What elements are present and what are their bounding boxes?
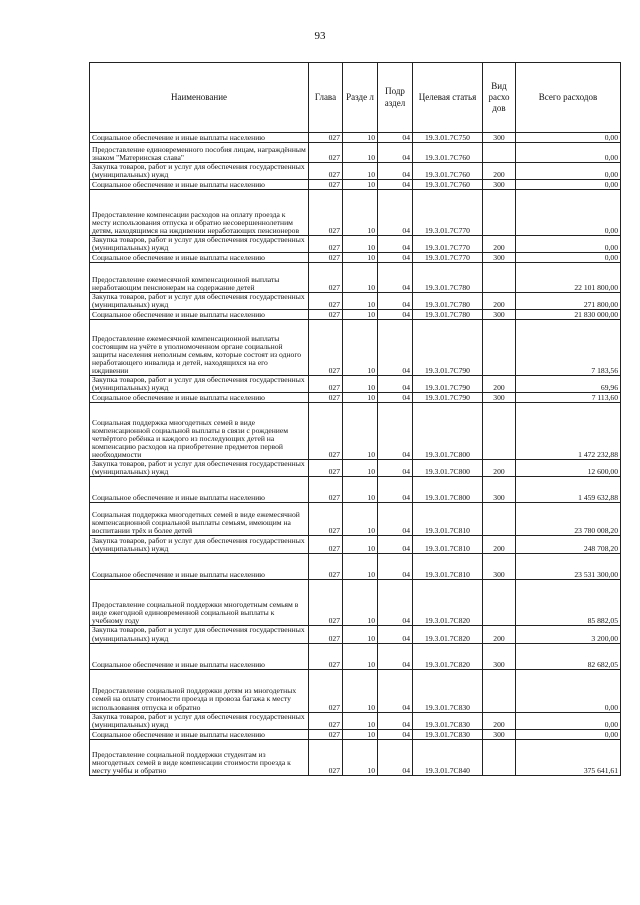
row-glava: 027: [309, 536, 343, 554]
row-razdel: 10: [343, 310, 378, 320]
row-expense-type: [483, 669, 516, 712]
row-razdel: 10: [343, 180, 378, 190]
row-target-article: 19.3.01.7С800: [413, 403, 483, 460]
row-total: 21 830 000,00: [516, 310, 621, 320]
row-glava: 027: [309, 460, 343, 477]
row-expense-type: 200: [483, 712, 516, 729]
row-total: 85 882,05: [516, 580, 621, 626]
row-target-article: 19.3.01.7С800: [413, 477, 483, 503]
table-row: [90, 669, 621, 712]
row-podrazdel: 04: [378, 310, 413, 320]
row-total: 0,00: [516, 133, 621, 143]
row-glava: 027: [309, 669, 343, 712]
row-expense-type: [483, 580, 516, 626]
row-target-article: 19.3.01.7С760: [413, 163, 483, 180]
row-podrazdel: 04: [378, 376, 413, 393]
row-target-article: 19.3.01.7С810: [413, 503, 483, 536]
table-row: [90, 503, 621, 536]
row-razdel: 10: [343, 163, 378, 180]
row-expense-type: 200: [483, 376, 516, 393]
row-podrazdel: 04: [378, 536, 413, 554]
row-name: Социальное обеспечение и иные выплаты населению: [90, 253, 309, 263]
row-total: 82 682,05: [516, 643, 621, 669]
budget-table: [89, 62, 621, 776]
row-razdel: 10: [343, 669, 378, 712]
row-razdel: 10: [343, 643, 378, 669]
row-podrazdel: 04: [378, 739, 413, 775]
row-podrazdel: 04: [378, 393, 413, 403]
row-name: Предоставление социальной поддержки детям из многодетных семей на оплату стоимости проезда и провоза багажа к месту использования отпуска и обратно: [90, 669, 309, 712]
row-glava: 027: [309, 503, 343, 536]
row-razdel: 10: [343, 133, 378, 143]
row-podrazdel: 04: [378, 190, 413, 236]
row-name: Социальная поддержка многодетных семей в виде ежемесячной компенсационной социальной выплаты семьям, имеющим на воспитании трёх и более детей: [90, 503, 309, 536]
row-target-article: 19.3.01.7С830: [413, 669, 483, 712]
row-name: Социальное обеспечение и иные выплаты населению: [90, 180, 309, 190]
page-number: 93: [314, 30, 326, 42]
row-podrazdel: 04: [378, 403, 413, 460]
row-name: Закупка товаров, работ и услуг для обеспечения государственных (муниципальных) нужд: [90, 236, 309, 253]
row-razdel: 10: [343, 190, 378, 236]
row-glava: 027: [309, 643, 343, 669]
header-name: Наименование: [90, 63, 309, 133]
row-target-article: 19.3.01.7С770: [413, 253, 483, 263]
row-razdel: 10: [343, 739, 378, 775]
row-target-article: 19.3.01.7С750: [413, 133, 483, 143]
row-total: 12 600,00: [516, 460, 621, 477]
table-body: [90, 133, 621, 776]
row-expense-type: [483, 320, 516, 376]
row-glava: 027: [309, 180, 343, 190]
row-razdel: 10: [343, 253, 378, 263]
row-target-article: 19.3.01.7С760: [413, 180, 483, 190]
row-glava: 027: [309, 163, 343, 180]
row-target-article: 19.3.01.7С820: [413, 643, 483, 669]
table-row: [90, 739, 621, 775]
row-total: 3 200,00: [516, 626, 621, 643]
row-razdel: 10: [343, 143, 378, 163]
row-glava: 027: [309, 403, 343, 460]
row-podrazdel: 04: [378, 729, 413, 739]
row-razdel: 10: [343, 293, 378, 310]
table-row: [90, 143, 621, 163]
row-name: Социальное обеспечение и иные выплаты населению: [90, 643, 309, 669]
row-podrazdel: 04: [378, 712, 413, 729]
row-expense-type: 300: [483, 133, 516, 143]
row-podrazdel: 04: [378, 163, 413, 180]
row-target-article: 19.3.01.7С840: [413, 739, 483, 775]
row-podrazdel: 04: [378, 503, 413, 536]
row-expense-type: 300: [483, 253, 516, 263]
table-row: [90, 236, 621, 253]
row-total: 0,00: [516, 729, 621, 739]
table-row: [90, 393, 621, 403]
row-expense-type: 300: [483, 310, 516, 320]
row-podrazdel: 04: [378, 626, 413, 643]
row-expense-type: 200: [483, 460, 516, 477]
row-name: Закупка товаров, работ и услуг для обеспечения государственных (муниципальных) нужд: [90, 163, 309, 180]
row-name: Социальное обеспечение и иные выплаты населению: [90, 310, 309, 320]
row-target-article: 19.3.01.7С780: [413, 293, 483, 310]
row-total: 23 780 008,20: [516, 503, 621, 536]
row-target-article: 19.3.01.7С830: [413, 729, 483, 739]
row-total: 0,00: [516, 712, 621, 729]
row-expense-type: 200: [483, 626, 516, 643]
header-target-article: Целевая статья: [413, 63, 483, 133]
table-row: [90, 554, 621, 580]
row-total: 23 531 300,00: [516, 554, 621, 580]
row-glava: 027: [309, 253, 343, 263]
row-name: Закупка товаров, работ и услуг для обеспечения государственных (муниципальных) нужд: [90, 460, 309, 477]
row-glava: 027: [309, 293, 343, 310]
row-target-article: 19.3.01.7С760: [413, 143, 483, 163]
row-name: Предоставление единовременного пособия лицам, награждённым знаком "Материнская слава": [90, 143, 309, 163]
row-podrazdel: 04: [378, 293, 413, 310]
table-row: [90, 190, 621, 236]
row-razdel: 10: [343, 403, 378, 460]
row-target-article: 19.3.01.7С780: [413, 263, 483, 293]
row-glava: 027: [309, 236, 343, 253]
table-row: [90, 133, 621, 143]
row-target-article: 19.3.01.7С790: [413, 376, 483, 393]
row-target-article: 19.3.01.7С800: [413, 460, 483, 477]
table-row: [90, 253, 621, 263]
row-name: Социальное обеспечение и иные выплаты населению: [90, 133, 309, 143]
row-target-article: 19.3.01.7С770: [413, 190, 483, 236]
row-name: Закупка товаров, работ и услуг для обеспечения государственных (муниципальных) нужд: [90, 712, 309, 729]
row-name: Социальное обеспечение и иные выплаты населению: [90, 729, 309, 739]
row-target-article: 19.3.01.7С820: [413, 626, 483, 643]
row-podrazdel: 04: [378, 320, 413, 376]
row-razdel: 10: [343, 393, 378, 403]
row-glava: 027: [309, 310, 343, 320]
row-expense-type: [483, 263, 516, 293]
table-row: [90, 729, 621, 739]
row-expense-type: [483, 403, 516, 460]
row-expense-type: 200: [483, 236, 516, 253]
row-glava: 027: [309, 376, 343, 393]
table-row: [90, 163, 621, 180]
row-total: 0,00: [516, 236, 621, 253]
row-podrazdel: 04: [378, 236, 413, 253]
table-row: [90, 460, 621, 477]
row-expense-type: 300: [483, 477, 516, 503]
row-podrazdel: 04: [378, 253, 413, 263]
row-glava: 027: [309, 554, 343, 580]
row-razdel: 10: [343, 554, 378, 580]
header-podrazdel: Подр аздел: [378, 63, 413, 133]
table-row: [90, 643, 621, 669]
row-glava: 027: [309, 143, 343, 163]
row-name: Предоставление социальной поддержки студентам из многодетных семей в виде компенсации стоимости проезда к месту учёбы и обратно: [90, 739, 309, 775]
row-razdel: 10: [343, 536, 378, 554]
table-row: [90, 310, 621, 320]
row-total: 7 183,56: [516, 320, 621, 376]
table-row: [90, 626, 621, 643]
row-razdel: 10: [343, 580, 378, 626]
row-glava: 027: [309, 739, 343, 775]
table-row: [90, 320, 621, 376]
row-total: 375 641,61: [516, 739, 621, 775]
row-expense-type: 300: [483, 554, 516, 580]
table-row: [90, 403, 621, 460]
row-total: 1 459 632,88: [516, 477, 621, 503]
row-glava: 027: [309, 190, 343, 236]
row-expense-type: [483, 503, 516, 536]
row-target-article: 19.3.01.7С790: [413, 393, 483, 403]
row-podrazdel: 04: [378, 477, 413, 503]
row-glava: 027: [309, 263, 343, 293]
row-name: Социальное обеспечение и иные выплаты населению: [90, 477, 309, 503]
row-name: Закупка товаров, работ и услуг для обеспечения государственных (муниципальных) нужд: [90, 293, 309, 310]
row-podrazdel: 04: [378, 554, 413, 580]
row-total: 0,00: [516, 163, 621, 180]
row-glava: 027: [309, 393, 343, 403]
row-razdel: 10: [343, 263, 378, 293]
row-expense-type: 200: [483, 163, 516, 180]
header-total: Всего расходов: [516, 63, 621, 133]
table-row: [90, 263, 621, 293]
table-row: [90, 477, 621, 503]
row-total: 248 708,20: [516, 536, 621, 554]
row-target-article: 19.3.01.7С810: [413, 554, 483, 580]
row-name: Закупка товаров, работ и услуг для обеспечения государственных (муниципальных) нужд: [90, 626, 309, 643]
row-total: 22 101 800,00: [516, 263, 621, 293]
row-razdel: 10: [343, 320, 378, 376]
row-name: Закупка товаров, работ и услуг для обеспечения государственных (муниципальных) нужд: [90, 376, 309, 393]
row-name: Закупка товаров, работ и услуг для обеспечения государственных (муниципальных) нужд: [90, 536, 309, 554]
table-row: [90, 376, 621, 393]
row-total: 7 113,60: [516, 393, 621, 403]
row-podrazdel: 04: [378, 133, 413, 143]
row-razdel: 10: [343, 503, 378, 536]
row-glava: 027: [309, 133, 343, 143]
header-glava: Глава: [309, 63, 343, 133]
header-razdel: Разде л: [343, 63, 378, 133]
row-target-article: 19.3.01.7С770: [413, 236, 483, 253]
table-row: [90, 293, 621, 310]
row-target-article: 19.3.01.7С810: [413, 536, 483, 554]
row-total: 0,00: [516, 143, 621, 163]
row-razdel: 10: [343, 729, 378, 739]
row-name: Социальное обеспечение и иные выплаты населению: [90, 554, 309, 580]
row-total: 0,00: [516, 180, 621, 190]
row-target-article: 19.3.01.7С780: [413, 310, 483, 320]
row-razdel: 10: [343, 712, 378, 729]
table-row: [90, 580, 621, 626]
row-glava: 027: [309, 729, 343, 739]
row-expense-type: 300: [483, 180, 516, 190]
row-podrazdel: 04: [378, 460, 413, 477]
row-name: Предоставление компенсации расходов на оплату проезда к месту использования отпуска и обратно несовершеннолетним детям, находящимся на иждивении неработающих пенсионеров: [90, 190, 309, 236]
row-total: 1 472 232,88: [516, 403, 621, 460]
row-target-article: 19.3.01.7С820: [413, 580, 483, 626]
row-total: 271 800,00: [516, 293, 621, 310]
row-target-article: 19.3.01.7С790: [413, 320, 483, 376]
row-total: 0,00: [516, 190, 621, 236]
row-razdel: 10: [343, 460, 378, 477]
row-target-article: 19.3.01.7С830: [413, 712, 483, 729]
row-name: Предоставление ежемесячной компенсационной выплаты состоящим на учёте в уполномоченном органе социальной защиты населения неполным семьям, которые состоят из одного неработающего инвалида и детей, находящихся на его иждивении: [90, 320, 309, 376]
row-expense-type: 300: [483, 729, 516, 739]
row-glava: 027: [309, 320, 343, 376]
row-podrazdel: 04: [378, 643, 413, 669]
row-glava: 027: [309, 580, 343, 626]
table-row: [90, 712, 621, 729]
table-header-row: [90, 63, 621, 133]
row-razdel: 10: [343, 626, 378, 643]
table-row: [90, 180, 621, 190]
row-name: Предоставление ежемесячной компенсационной выплаты неработающим пенсионерам на содержание детей: [90, 263, 309, 293]
row-podrazdel: 04: [378, 143, 413, 163]
table-row: [90, 536, 621, 554]
row-glava: 027: [309, 712, 343, 729]
row-expense-type: [483, 190, 516, 236]
row-expense-type: [483, 739, 516, 775]
row-name: Социальное обеспечение и иные выплаты населению: [90, 393, 309, 403]
row-razdel: 10: [343, 376, 378, 393]
row-expense-type: 200: [483, 293, 516, 310]
row-name: Социальная поддержка многодетных семей в виде компенсационной социальной выплаты в связи с рождением четвёртого ребёнка и каждого из последующих детей на компенсацию расходов на приобретение предметов первой необходимости: [90, 403, 309, 460]
row-expense-type: [483, 143, 516, 163]
row-podrazdel: 04: [378, 180, 413, 190]
row-total: 69,96: [516, 376, 621, 393]
header-expense-type: Вид расхо дов: [483, 63, 516, 133]
row-expense-type: 200: [483, 536, 516, 554]
row-razdel: 10: [343, 236, 378, 253]
row-total: 0,00: [516, 253, 621, 263]
row-glava: 027: [309, 477, 343, 503]
row-glava: 027: [309, 626, 343, 643]
row-total: 0,00: [516, 669, 621, 712]
row-podrazdel: 04: [378, 580, 413, 626]
row-podrazdel: 04: [378, 669, 413, 712]
row-razdel: 10: [343, 477, 378, 503]
row-podrazdel: 04: [378, 263, 413, 293]
row-expense-type: 300: [483, 643, 516, 669]
row-expense-type: 300: [483, 393, 516, 403]
row-name: Предоставление социальной поддержки многодетным семьям в виде ежегодной единовременной социальной выплаты к учебному году: [90, 580, 309, 626]
